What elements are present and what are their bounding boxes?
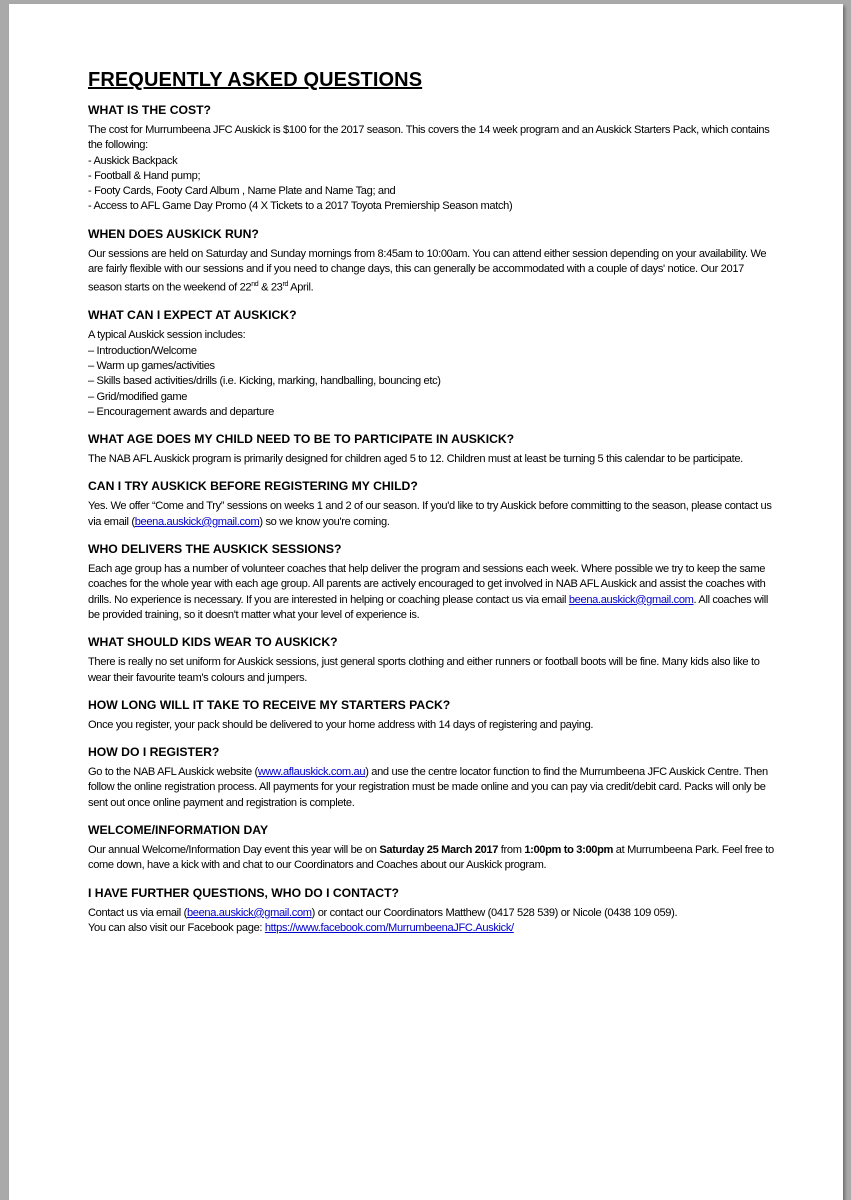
section-text: Each age group has a number of volunteer coaches that help deliver the program and sessions each week. Where possible we try to keep the same coaches for the whole year with each age group. All parents are actively encouraged to get involved in NAB AFL Auskick and assist the coaches with drills. No experience is necessary. If you are interested in helping or coaching please contact us via email beena.auskick@gmail.com. All coaches will be provided training, so it doesn't matter what your level of experience is. xyxy=(88,563,769,621)
section-text: Our annual Welcome/Information Day event this year will be on Saturday 25 March 2017 from 1:00pm to 3:00pm at Murrumbeena Park. Feel free to come down, have a kick with and chat to our Coordinators and Coaches about our Auskick program. xyxy=(88,844,774,872)
section-text: The NAB AFL Auskick program is primarily designed for children aged 5 to 12. Children must at least be turning 5 this calendar to be participate. xyxy=(88,453,743,466)
section-heading: HOW DO I REGISTER? xyxy=(88,745,220,760)
section-text xyxy=(88,328,778,420)
section-heading: I HAVE FURTHER QUESTIONS, WHO DO I CONTACT? xyxy=(88,885,399,900)
section-when xyxy=(88,226,778,297)
email-link[interactable]: beena.auskick@gmail.com xyxy=(134,515,260,528)
email-link[interactable]: beena.auskick@gmail.com xyxy=(568,593,694,606)
section-wear xyxy=(88,634,778,686)
document-content xyxy=(88,68,778,947)
section-cost xyxy=(88,102,778,215)
list-item: - Access to AFL Game Day Promo (4 X Tickets to a 2017 Toyota Premiership Season match) xyxy=(88,200,513,213)
section-text: Yes. We offer “Come and Try” sessions on weeks 1 and 2 of our season. If you'd like to try Auskick before committing to the season, please contact us via email (beena.auskick@gmail.com) so we know you're coming. xyxy=(88,500,772,528)
section-pack xyxy=(88,697,778,733)
section-heading: WHAT IS THE COST? xyxy=(88,103,211,117)
section-heading: WELCOME/INFORMATION DAY xyxy=(88,823,269,837)
section-age xyxy=(88,431,778,467)
section-heading: CAN I TRY AUSKICK BEFORE REGISTERING MY CHILD? xyxy=(88,479,418,494)
section-heading: HOW LONG WILL IT TAKE TO RECEIVE MY STARTERS PACK? xyxy=(88,697,451,712)
page-title: FREQUENTLY ASKED QUESTIONS xyxy=(88,69,423,91)
cost-intro: The cost for Murrumbeena JFC Auskick is $100 for the 2017 season. This covers the 14 week program and an Auskick Starters Pack, which contains the following: xyxy=(88,124,770,152)
event-time: 1:00pm to 3:00pm xyxy=(524,844,614,856)
list-item: – Encouragement awards and departure xyxy=(88,405,274,418)
document-page xyxy=(9,4,843,1200)
facebook-link[interactable]: https://www.facebook.com/MurrumbeenaJFC.Auskick/ xyxy=(264,921,514,934)
section-text xyxy=(88,123,778,215)
list-item: - Auskick Backpack xyxy=(88,154,178,167)
list-item: – Introduction/Welcome xyxy=(88,344,197,357)
section-delivers xyxy=(88,541,778,623)
section-text: Contact us via email (beena.auskick@gmail.com) or contact our Coordinators Matthew (0417 528 539) or Nicole (0438 109 059). You can also visit our Facebook page: https://www.facebook.com/MurrumbeenaJFC.Auskick/ xyxy=(88,906,778,937)
superscript: rd xyxy=(282,281,289,289)
website-link[interactable]: www.aflauskick.com.au xyxy=(257,766,366,779)
list-item: - Football & Hand pump; xyxy=(88,169,201,182)
section-heading: WHAT CAN I EXPECT AT AUSKICK? xyxy=(88,308,297,323)
section-heading: WHO DELIVERS THE AUSKICK SESSIONS? xyxy=(88,542,342,557)
event-date: Saturday 25 March 2017 xyxy=(379,844,499,856)
list-item: – Warm up games/activities xyxy=(88,359,215,372)
section-contact xyxy=(88,885,778,937)
section-text: There is really no set uniform for Auskick sessions, just general sports clothing and either runners or football boots will be fine. Many kids also like to wear their favourite team's colours and jumpers. xyxy=(88,656,760,684)
section-expect xyxy=(88,307,778,420)
expect-intro: A typical Auskick session includes: xyxy=(88,329,246,342)
section-text: Go to the NAB AFL Auskick website (www.aflauskick.com.au) and use the centre locator function to find the Murrumbeena JFC Auskick Centre. Then follow the online registration process. All payments for your registration must be made online and you can pay via credit/debit card. Packs will only be sent out once online payment and registration is complete. xyxy=(88,766,768,809)
superscript: nd xyxy=(251,281,259,289)
list-item: - Footy Cards, Footy Card Album , Name Plate and Name Tag; and xyxy=(88,185,396,198)
section-heading: WHAT SHOULD KIDS WEAR TO AUSKICK? xyxy=(88,635,338,650)
section-welcome xyxy=(88,822,778,874)
section-text: Once you register, your pack should be delivered to your home address with 14 days of registering and paying. xyxy=(88,718,594,731)
section-heading: WHEN DOES AUSKICK RUN? xyxy=(88,226,259,241)
section-text: Our sessions are held on Saturday and Sunday mornings from 8:45am to 10:00am. You can attend either session depending on your availability. We are fairly flexible with our sessions and if you need to change days, this can generally be accommodated with a couple of days' notice. Our 2017 season starts on the weekend of 22nd & 23rd April. xyxy=(88,247,767,295)
section-register xyxy=(88,744,778,811)
section-heading: WHAT AGE DOES MY CHILD NEED TO BE TO PARTICIPATE IN AUSKICK? xyxy=(88,432,515,447)
section-try xyxy=(88,478,778,530)
facebook-line: You can also visit our Facebook page: https://www.facebook.com/MurrumbeenaJFC.Auskick/ xyxy=(88,921,514,934)
list-item: – Grid/modified game xyxy=(88,390,188,403)
email-link[interactable]: beena.auskick@gmail.com xyxy=(186,906,312,919)
list-item: – Skills based activities/drills (i.e. Kicking, marking, handballing, bouncing etc) xyxy=(88,375,441,388)
